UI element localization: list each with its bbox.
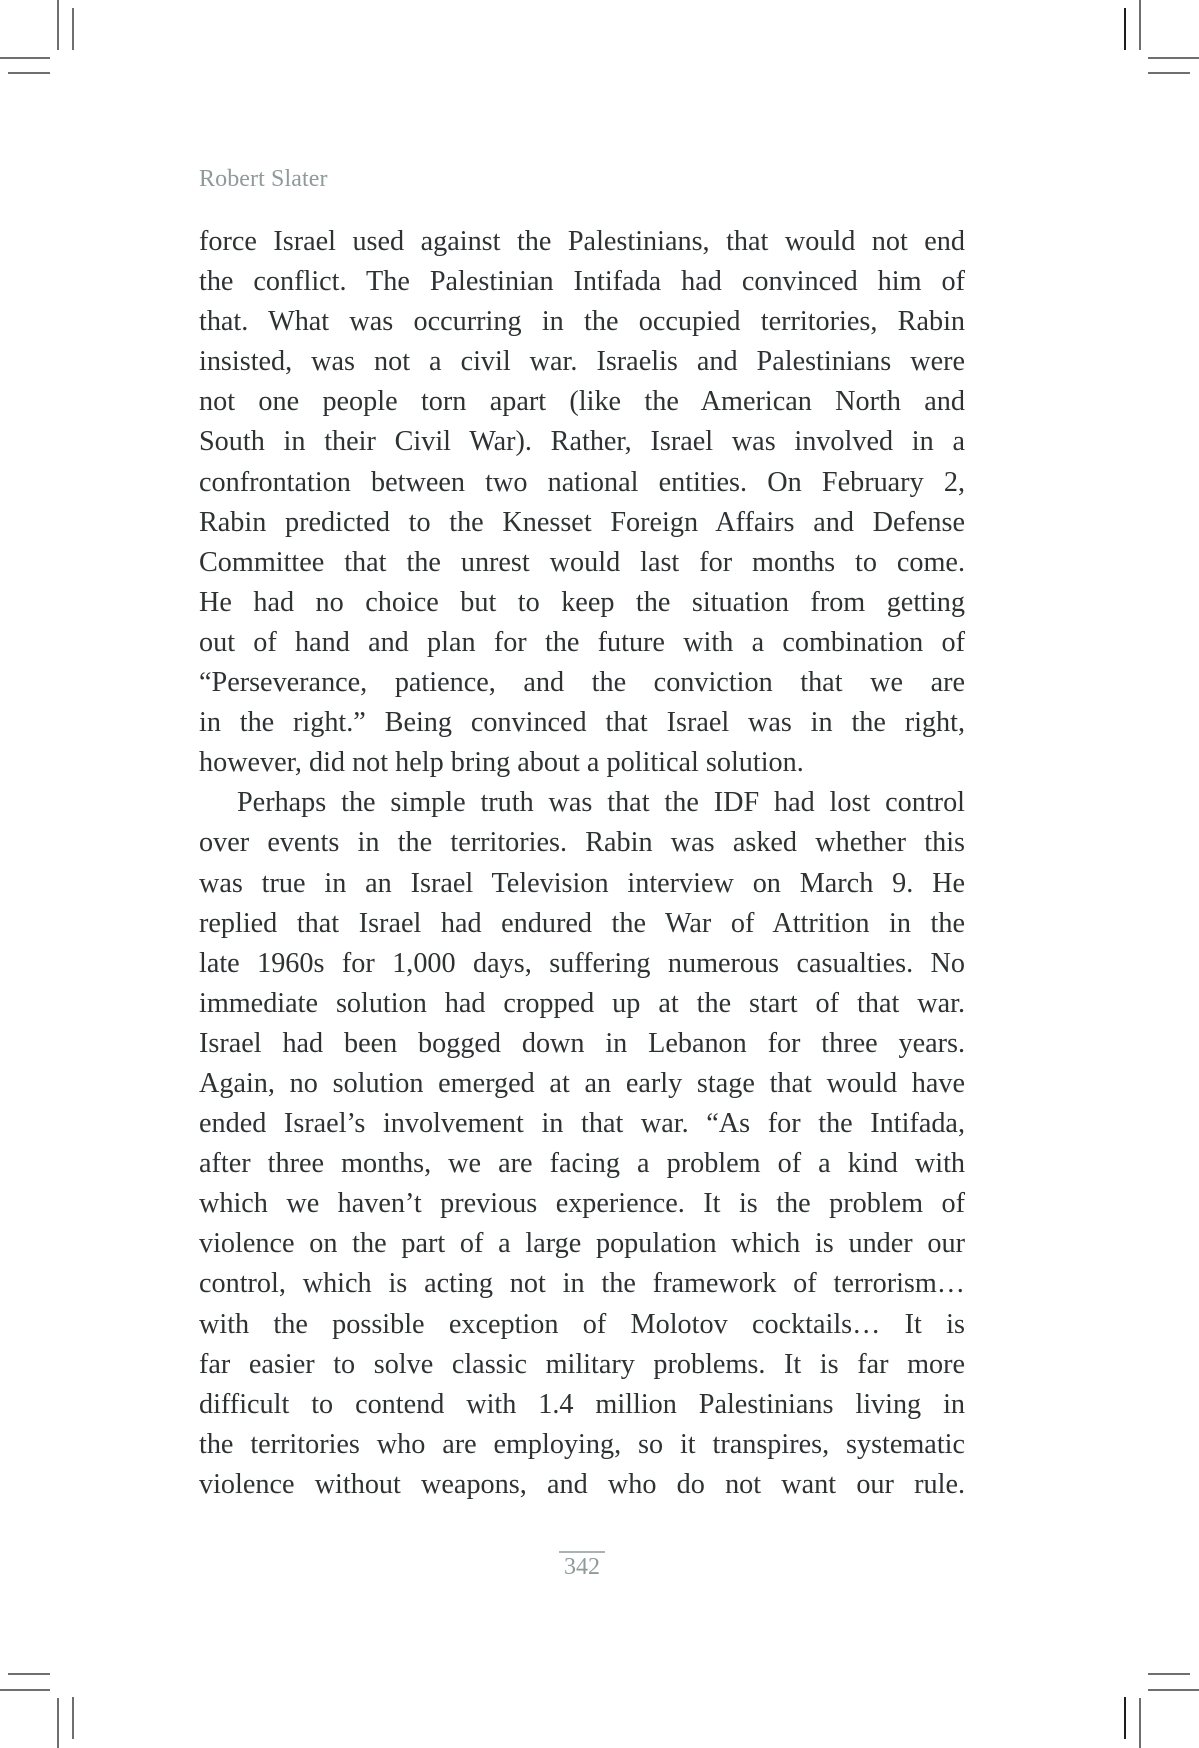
text-line: confrontation between two national entities. On February 2, (199, 466, 965, 498)
text-line: in the right.” Being convinced that Israel was in the right, (199, 707, 965, 739)
text-line: replied that Israel had endured the War of Attrition in the (199, 907, 965, 939)
text-line: Israel had been bogged down in Lebanon for three years. (199, 1027, 965, 1059)
crop-mark-bottom-right-vertical-outer (1139, 1698, 1141, 1748)
text-line: far easier to solve classic military problems. It is far more (199, 1348, 965, 1380)
text-line: not one people torn apart (like the American North and (199, 386, 965, 418)
text-line: insisted, was not a civil war. Israelis and Palestinians were (199, 346, 965, 378)
crop-mark-top-left-vertical-inner (72, 8, 74, 50)
text-line: “Perseverance, patience, and the conviction that we are (199, 667, 965, 699)
text-line: Committee that the unrest would last for months to come. (199, 546, 965, 578)
text-line: that. What was occurring in the occupied territories, Rabin (199, 306, 965, 338)
text-line: with the possible exception of Molotov cocktails… It is (199, 1308, 965, 1340)
paragraph (199, 783, 965, 1505)
crop-mark-bottom-right-horizontal-inner (1148, 1673, 1190, 1675)
text-line: immediate solution had cropped up at the start of that war. (199, 987, 965, 1019)
text-line: force Israel used against the Palestinians, that would not end (199, 226, 965, 257)
text-line: Again, no solution emerged at an early stage that would have (199, 1067, 965, 1099)
crop-mark-top-left-vertical-outer (57, 0, 59, 50)
crop-mark-bottom-left-horizontal-outer (0, 1689, 50, 1691)
crop-mark-top-left-horizontal-outer (0, 57, 50, 59)
text-line: out of hand and plan for the future with a combination of (199, 626, 965, 658)
crop-mark-top-right-vertical-outer (1139, 0, 1141, 50)
text-line: after three months, we are facing a problem of a kind with (199, 1148, 965, 1180)
text-line: was true in an Israel Television interview on March 9. He (199, 867, 965, 899)
text-line: ended Israel’s involvement in that war. “As for the Intifada, (199, 1108, 965, 1140)
crop-mark-top-left-horizontal-inner (8, 72, 50, 74)
text-line: however, did not help bring about a political solution. (199, 747, 804, 779)
text-line: Perhaps the simple truth was that the IDF had lost control (237, 787, 965, 819)
text-line: over events in the territories. Rabin was asked whether this (199, 827, 965, 859)
crop-mark-bottom-left-vertical-outer (57, 1698, 59, 1748)
page-number: 342 (559, 1551, 605, 1581)
body-text (199, 222, 965, 1505)
crop-mark-top-right-vertical-inner (1124, 8, 1126, 50)
text-line: which we haven’t previous experience. It is the problem of (199, 1188, 965, 1220)
text-line: Rabin predicted to the Knesset Foreign Affairs and Defense (199, 506, 965, 538)
text-line: violence without weapons, and who do not want our rule. (199, 1468, 965, 1500)
crop-mark-top-right-horizontal-outer (1148, 57, 1199, 59)
text-line: difficult to contend with 1.4 million Palestinians living in (199, 1388, 965, 1420)
crop-mark-bottom-right-horizontal-outer (1148, 1689, 1199, 1691)
text-line: violence on the part of a large population which is under our (199, 1228, 965, 1260)
crop-mark-top-right-horizontal-inner (1148, 72, 1190, 74)
text-line: He had no choice but to keep the situation from getting (199, 586, 965, 618)
text-line: the territories who are employing, so it transpires, systematic (199, 1428, 965, 1460)
text-line: South in their Civil War). Rather, Israel was involved in a (199, 426, 965, 458)
text-line: the conflict. The Palestinian Intifada had convinced him of (199, 266, 965, 298)
crop-mark-bottom-left-horizontal-inner (8, 1673, 50, 1675)
running-head-author: Robert Slater (199, 166, 328, 192)
crop-mark-bottom-right-vertical-inner (1124, 1697, 1126, 1739)
text-line: late 1960s for 1,000 days, suffering numerous casualties. No (199, 947, 965, 979)
crop-mark-bottom-left-vertical-inner (72, 1697, 74, 1739)
paragraph (199, 222, 965, 783)
text-line: control, which is acting not in the framework of terrorism… (199, 1268, 965, 1300)
